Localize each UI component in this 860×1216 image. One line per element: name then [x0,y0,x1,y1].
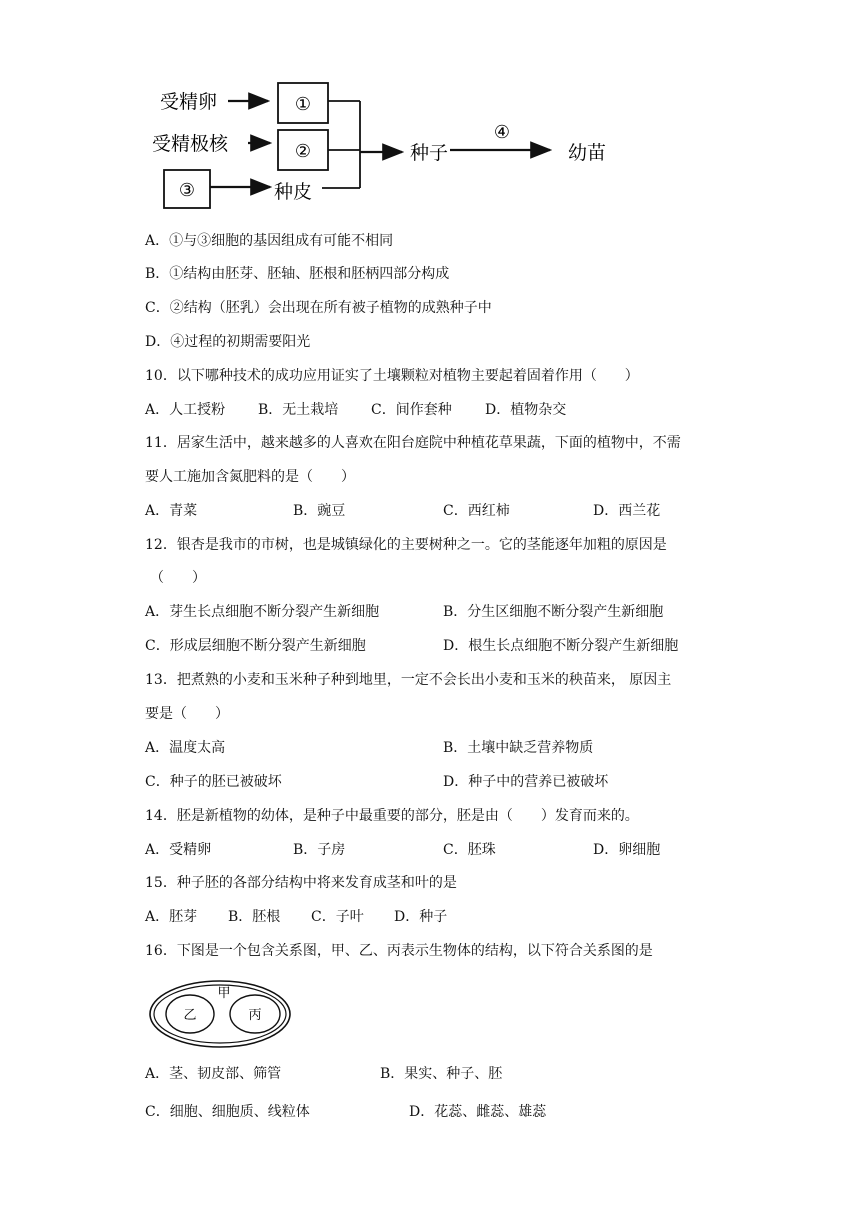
q14-option-c: C．胚珠 [443,842,496,858]
q13-stem-line2: 要是（ ） [145,706,229,722]
q11-option-c: C．西红柿 [443,503,510,519]
q10-option-d: D．植物杂交 [485,402,567,418]
box-2-label: ② [294,141,312,162]
q15-option-d: D．种子 [394,909,448,925]
q14-option-b: B．子房 [293,842,346,858]
q9-option-a: A．①与③细胞的基因组成有可能不相同 [145,233,394,249]
box-1-label: ① [294,94,312,115]
q13-stem-line1: 13．把煮熟的小麦和玉米种子种到地里，一定不会长出小麦和玉米的秧苗来， 原因主 [145,672,672,688]
q16-option-b: B．果实、种子、胚 [380,1066,503,1082]
q10-option-c: C．间作套种 [371,402,452,418]
q12-stem-line1: 12．银杏是我市的市树，也是城镇绿化的主要树种之一。它的茎能逐年加粗的原因是 [145,537,667,553]
q14-stem: 14．胚是新植物的幼体，是种子中最重要的部分，胚是由（ ）发育而来的。 [145,808,639,824]
seed-development-diagram [150,70,630,220]
q11-option-a: A．青菜 [145,503,198,519]
q10-option-b: B．无土栽培 [258,402,339,418]
q14-option-d: D．卵细胞 [593,842,661,858]
label-step-4: ④ [493,122,511,143]
label-bing: 丙 [248,1008,262,1023]
q13-option-d: D．种子中的营养已被破坏 [443,774,609,790]
label-yi: 乙 [183,1008,197,1023]
label-jia: 甲 [217,986,231,1001]
q11-option-d: D．西兰花 [593,503,661,519]
q9-option-b: B．①结构由胚芽、胚轴、胚根和胚柄四部分构成 [145,266,450,282]
label-fertilized-egg: 受精卵 [160,91,218,113]
q9-option-d: D．④过程的初期需要阳光 [145,334,311,350]
q15-option-b: B．胚根 [228,909,281,925]
q11-stem-line2: 要人工施加含氮肥料的是（ ） [145,469,355,485]
label-seedling: 幼苗 [568,142,607,164]
q15-option-c: C．子叶 [311,909,364,925]
label-fertilized-polar-nuclei: 受精极核 [152,133,229,155]
q14-option-a: A．受精卵 [145,842,212,858]
q15-option-a: A．胚芽 [145,909,198,925]
q16-option-c: C．细胞、细胞质、线粒体 [145,1104,310,1120]
q15-stem: 15．种子胚的各部分结构中将来发育成茎和叶的是 [145,875,457,891]
q16-option-a: A．茎、韧皮部、筛管 [145,1066,282,1082]
q16-stem: 16．下图是一个包含关系图，甲、乙、丙表示生物体的结构，以下符合关系图的是 [145,943,653,959]
q12-option-d: D．根生长点细胞不断分裂产生新细胞 [443,638,679,654]
label-seed-coat: 种皮 [274,181,313,203]
q13-option-c: C．种子的胚已被破坏 [145,774,282,790]
q12-stem-line2: （ ） [150,570,206,586]
q12-option-a: A．芽生长点细胞不断分裂产生新细胞 [145,604,380,620]
q11-option-b: B．豌豆 [293,503,346,519]
q10-option-a: A．人工授粉 [145,402,226,418]
q12-option-b: B．分生区细胞不断分裂产生新细胞 [443,604,664,620]
q13-option-a: A．温度太高 [145,740,226,756]
q12-option-c: C．形成层细胞不断分裂产生新细胞 [145,638,366,654]
q16-option-d: D．花蕊、雌蕊、雄蕊 [409,1104,547,1120]
q9-option-c: C．②结构（胚乳）会出现在所有被子植物的成熟种子中 [145,300,492,316]
q13-option-b: B．土壤中缺乏营养物质 [443,740,594,756]
box-3-label: ③ [178,180,196,201]
q10-stem: 10．以下哪种技术的成功应用证实了土壤颗粒对植物主要起着固着作用（ ） [145,368,639,384]
label-seed: 种子 [410,142,449,164]
q11-stem-line1: 11．居家生活中，越来越多的人喜欢在阳台庭院中种植花草果蔬，下面的植物中，不需 [145,435,681,451]
inclusion-diagram [148,978,298,1050]
